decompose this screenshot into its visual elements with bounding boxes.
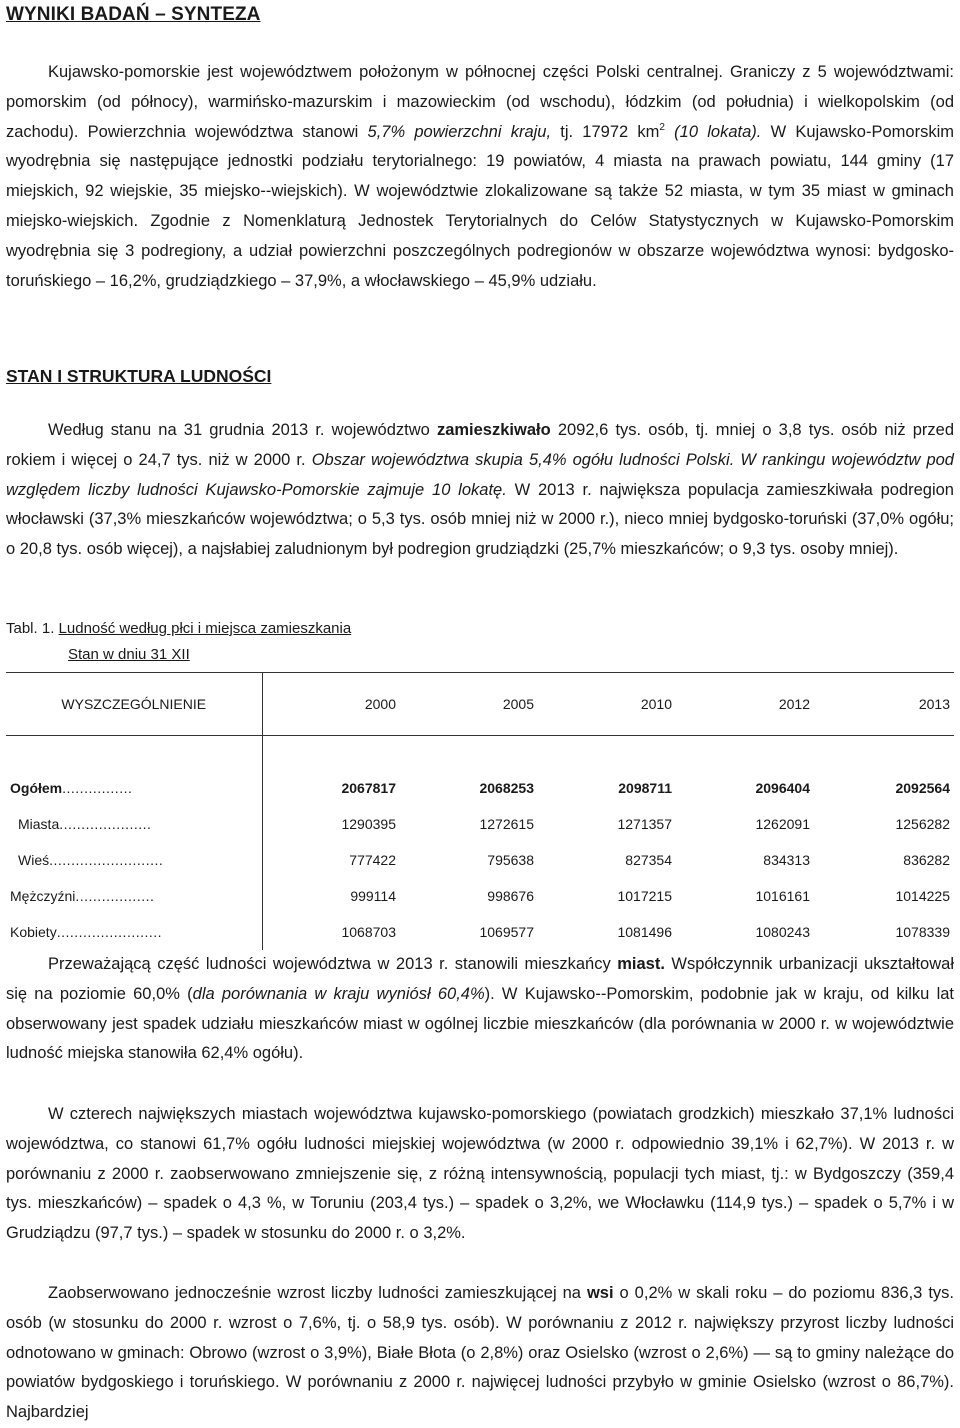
table-cell: 1014225	[895, 888, 950, 904]
table-spacer-stub	[6, 736, 262, 771]
table-spacer-cell	[400, 736, 538, 771]
row-dots: ........................	[56, 924, 163, 940]
table-cell: 1081496	[617, 924, 672, 940]
table-cell: 2096404	[755, 780, 810, 796]
row-label-text: Ogółem	[10, 780, 63, 796]
table-year-header: 2005	[400, 673, 538, 736]
row-dots: ................	[62, 780, 133, 796]
table-spacer-row	[6, 736, 954, 771]
row-label-text: Wieś	[18, 852, 50, 868]
intro-paragraph	[6, 58, 954, 296]
urban-text-4: dla porównania w kraju wyniósł 60,4%	[192, 984, 485, 1003]
table-row	[6, 806, 954, 842]
population-text-2: zamieszkiwało	[436, 421, 551, 439]
population-table	[6, 672, 954, 950]
urban-text-3: Współczynnik urbanizacji ukształtował się na poziomie 60,0% (	[6, 955, 954, 1003]
rural-paragraph	[6, 1279, 954, 1428]
table-stub-header: WYSZCZEGÓLNIENIE	[6, 673, 262, 736]
rural-text-1: Zaobserwowano jednocześnie wzrost liczby ludności zamieszkującej na	[48, 1284, 587, 1302]
table-cell: 1068703	[341, 924, 396, 940]
table-cell: 827354	[625, 852, 672, 868]
intro-text-1: Kujawsko-pomorskie jest województwem położonym w północnej części Polski centralnej. Graniczy z 5 województwami: pomorskim (od północy), warmińsko-mazurskim i mazowieckim (od wschodu), łódzkim (od południa) i wielkopolskim (od zachodu). Powierzchnia województwa stanowi	[6, 63, 954, 141]
table-cell: 1256282	[895, 816, 950, 832]
table-caption	[6, 616, 351, 668]
urban-text-2: miast.	[617, 955, 665, 973]
row-dots: ..................	[75, 888, 155, 904]
table-row	[6, 842, 954, 878]
table-cell: 1271357	[617, 816, 672, 832]
row-label	[6, 842, 262, 878]
row-dots: .....................	[59, 816, 152, 832]
table-caption-prefix: Tabl. 1.	[6, 620, 55, 637]
intro-text-4: (10 lokata).	[664, 122, 762, 141]
row-dots: ..........................	[49, 852, 164, 868]
table-cell: 999114	[350, 888, 396, 904]
population-text-4: Obszar województwa skupia 5,4% ogółu ludności Polski. W rankingu województw pod względem liczby ludności Kujawsko-Pomorskie zajmuje 10 lokatę.	[6, 450, 954, 499]
table-year-header: 2013	[814, 673, 954, 736]
table-cell: 1069577	[479, 924, 534, 940]
table-cell: 777422	[349, 852, 396, 868]
table-cell: 834313	[763, 852, 810, 868]
table-cell: 2098711	[618, 780, 672, 796]
table-spacer-cell	[676, 736, 814, 771]
row-label-text: Miasta	[18, 816, 60, 832]
row-label-text: Kobiety	[10, 924, 57, 940]
urbanization-paragraph	[6, 950, 954, 1069]
table-cell: 1080243	[755, 924, 810, 940]
table-cell: 1262091	[755, 816, 810, 832]
population-paragraph	[6, 416, 954, 565]
intro-text-5: W Kujawsko-Pomorskim wyodrębnia się następujące jednostki podziału terytorialnego: 19 powiatów, 4 miasta na prawach powiatu, 144 gminy (17 miejskich, 92 wiejskie, 35 miejsko-‑wiejskich). W województwie zlokalizowane są także 52 miasta, w tym 35 miast w gminach miejsko-wiejskich. Zgodnie z Nomenklaturą Jednostek Terytorialnych do Celów Statystycznych w Kujawsko-Pomorskim wyodrębnia się 3 podregiony, a udział powierzchni poszczególnych podregionów w obszarze województwa wynosi: bydgosko-toruńskiego – 16,2%, grudziądzkiego – 37,9%, a włocławskiego – 45,9% udziału.	[6, 122, 954, 290]
table-subcaption: Stan w dniu 31 XII	[68, 646, 190, 663]
intro-text-2: 5,7% powierzchni kraju,	[367, 122, 552, 141]
intro-text-3: tj. 17972 km	[551, 122, 660, 141]
table-row-total	[6, 770, 954, 806]
table-cell: 1016161	[755, 888, 810, 904]
rural-text-3: o 0,2% w skali roku – do poziomu 836,3 tys. osób (w stosunku do 2000 r. wzrost o 7,6%, tj. o 58,9 tys. osób). W porównaniu z 2012 r. największy przyrost liczby ludności odnotowano w gminach: Obrowo (wzrost o 3,9%), Białe Błota (o 2,8%) oraz Osielsko (wzrost o 2,6%) — są to gminy należące do powiatów bydgoskiego i toruńskiego. W porównaniu z 2000 r. najwięcej ludności przybyło w gminie Osielsko (wzrost o 86,7%). Najbardziej	[6, 1284, 954, 1422]
population-text-5: W 2013 r. największa populacja zamieszkiwała podregion włocławski (37,3% mieszkańców województwa; o 5,3 tys. osób mniej niż w 2000 r.), nieco mniej bydgosko-toruński (37,0% ogółu; o 20,8 tys. osób więcej), a najsłabiej zaludnionym był podregion grudziądzki (25,7% mieszkańców; o 9,3 tys. osoby mniej).	[6, 480, 954, 559]
table-cell: 836282	[903, 852, 950, 868]
cities-paragraph: W czterech największych miastach województwa kujawsko-pomorskiego (powiatach grodzkich) mieszkało 37,1% ludności województwa, co stanowi 61,7% ogółu ludności miejskiej województwa (w 2000 r. odpowiednio 39,1% i 62,7%). W 2013 r. w porównaniu z 2000 r. zaobserwowano zmniejszenie się, z różną intensywnością, populacji tych miast, tj.: w Bydgoszczy (359,4 tys. mieszkańców) – spadek o 4,3 %, w Toruniu (203,4 tys.) – spadek o 3,2%, we Włocławku (114,9 tys.) – spadek o 5,7% i w Grudziądzu (97,7 tys.) – spadek w stosunku do 2000 r. o 3,2%.	[6, 1105, 954, 1243]
intro-superscript: 2	[659, 121, 665, 133]
row-label-text: Mężczyźni	[10, 888, 76, 904]
urban-text-5: ). W Kujawsko-‑Pomorskim, podobnie jak w kraju, od kilku lat obserwowany jest spadek udziału mieszkańców miast w ogólnej liczbie mieszkańców (dla porównania w 2000 r. w województwie ludność miejska stanowiła 62,4% ogółu).	[6, 984, 954, 1063]
table-year-header: 2012	[676, 673, 814, 736]
section-heading: STAN I STRUKTURA LUDNOŚCI	[6, 366, 272, 386]
population-text-1: Według stanu na 31 grudnia 2013 r. województwo	[48, 421, 437, 439]
table-row	[6, 878, 954, 914]
table-cell: 2067817	[341, 780, 396, 796]
table-cell: 998676	[487, 888, 534, 904]
urban-text-1: Przeważającą część ludności województwa w 2013 r. stanowili mieszkańcy	[48, 955, 618, 973]
table-caption-title: Ludność według płci i miejsca zamieszkania	[58, 620, 352, 637]
table-cell: 1017215	[617, 888, 672, 904]
table-header-row	[6, 673, 954, 736]
table-row	[6, 914, 954, 950]
row-label	[6, 770, 262, 806]
rural-text-2: wsi	[586, 1284, 614, 1302]
table-year-header: 2010	[538, 673, 676, 736]
row-label	[6, 806, 262, 842]
table-cell: 2092564	[895, 780, 950, 796]
table-cell: 1290395	[341, 816, 396, 832]
table-cell: 795638	[487, 852, 534, 868]
table-cell: 2068253	[479, 780, 534, 796]
table-spacer-cell	[538, 736, 676, 771]
table-cell: 1078339	[895, 924, 950, 940]
table-spacer-cell	[262, 736, 400, 771]
table-cell: 1272615	[479, 816, 534, 832]
table-spacer-cell	[814, 736, 954, 771]
main-heading: WYNIKI BADAŃ – SYNTEZA	[6, 4, 261, 25]
population-text-3: 2092,6 tys. osób, tj. mniej o 3,8 tys. osób niż przed rokiem i więcej o 24,7 tys. niż w 2000 r.	[6, 421, 954, 469]
table-year-header: 2000	[262, 673, 400, 736]
row-label	[6, 878, 262, 914]
row-label	[6, 914, 262, 950]
